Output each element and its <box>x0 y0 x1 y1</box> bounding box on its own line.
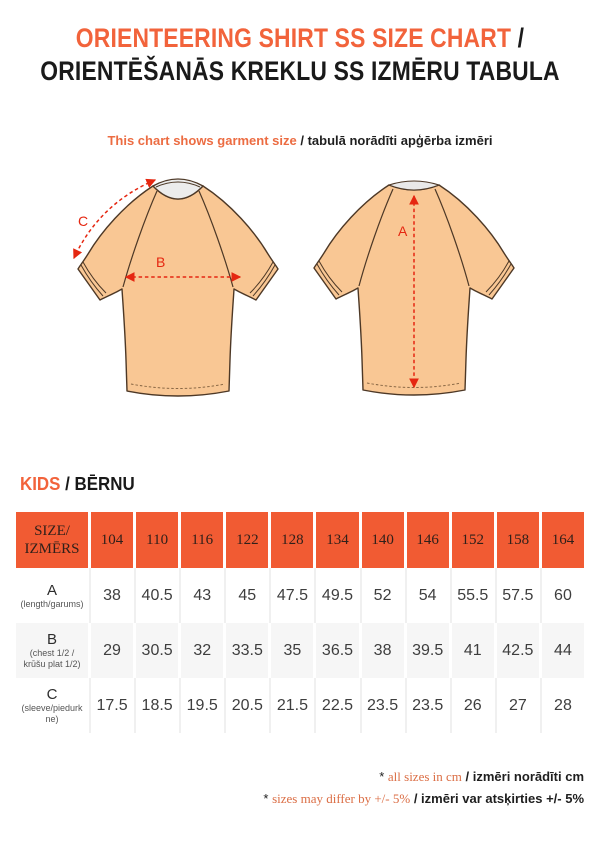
subtitle-en: This chart shows garment size <box>107 133 297 148</box>
footnote-tolerance-lv: izmēri var atsķirties +/- 5% <box>421 791 584 806</box>
table-header-size-line: SIZE/ <box>34 523 70 539</box>
value-cell: 44 <box>542 623 584 678</box>
value-cell: 17.5 <box>91 678 133 733</box>
value-cell: 28 <box>542 678 584 733</box>
row-label-cell <box>16 623 88 678</box>
value-cell: 57.5 <box>497 568 539 623</box>
value-cell: 38 <box>91 568 133 623</box>
value-cell: 32 <box>181 623 223 678</box>
table-header-cell: 146 <box>407 512 449 568</box>
value-cell: 29 <box>91 623 133 678</box>
table-header-size-line: IZMĒRS <box>24 541 80 557</box>
footnote-units-en: all sizes in cm <box>387 769 462 784</box>
row-key: C <box>46 686 58 703</box>
value-cell: 23.5 <box>362 678 404 733</box>
measure-label-a: A <box>398 223 408 239</box>
value-cell: 22.5 <box>316 678 358 733</box>
title-divider: / <box>511 22 525 54</box>
footnotes <box>263 766 584 810</box>
table-header-size-cell <box>16 512 88 568</box>
table-header-cell: 110 <box>136 512 178 568</box>
footnote-units-divider: / <box>461 769 473 784</box>
value-cell: 18.5 <box>136 678 178 733</box>
value-cell: 23.5 <box>407 678 449 733</box>
shirt-front-diagram <box>63 170 293 405</box>
footnote-units <box>263 766 584 788</box>
table-header-cell: 140 <box>362 512 404 568</box>
footnote-tolerance-divider: / <box>410 791 422 806</box>
footnote-tolerance <box>263 788 584 810</box>
value-cell: 39.5 <box>407 623 449 678</box>
page-title-line2: ORIENTĒŠANĀS KREKLU SS IZMĒRU TABULA <box>40 55 560 87</box>
value-cell: 47.5 <box>271 568 313 623</box>
row-desc: (length/garums) <box>20 598 84 609</box>
value-cell: 42.5 <box>497 623 539 678</box>
value-cell: 52 <box>362 568 404 623</box>
page-title <box>0 22 600 88</box>
table-header-cell: 104 <box>91 512 133 568</box>
table-header-cell: 128 <box>271 512 313 568</box>
row-desc: (sleeve/piedurkne) <box>21 703 83 724</box>
footnote-star: * <box>263 791 273 806</box>
value-cell: 26 <box>452 678 494 733</box>
size-table <box>16 512 584 733</box>
subtitle <box>0 133 600 148</box>
value-cell: 33.5 <box>226 623 268 678</box>
measure-label-b: B <box>156 254 166 270</box>
value-cell: 30.5 <box>136 623 178 678</box>
value-cell: 19.5 <box>181 678 223 733</box>
table-header-cell: 164 <box>542 512 584 568</box>
row-desc: (chest 1/2 / krūšu plat 1/2) <box>23 648 81 669</box>
value-cell: 43 <box>181 568 223 623</box>
row-key: A <box>46 581 57 599</box>
shirt-back-diagram <box>299 170 529 405</box>
table-header-cell: 122 <box>226 512 268 568</box>
value-cell: 45 <box>226 568 268 623</box>
table-header-cell: 116 <box>181 512 223 568</box>
shirt-front-body <box>78 186 278 396</box>
value-cell: 60 <box>542 568 584 623</box>
title-en: ORIENTEERING SHIRT SS SIZE CHART <box>75 22 512 54</box>
subtitle-divider: / <box>296 133 308 148</box>
table-header-cell: 152 <box>452 512 494 568</box>
table-header-cell: 158 <box>497 512 539 568</box>
value-cell: 54 <box>407 568 449 623</box>
footnote-units-lv: izmēri norādīti cm <box>472 769 584 784</box>
section-heading-lv: / BĒRNU <box>60 474 135 494</box>
value-cell: 41 <box>452 623 494 678</box>
table-header-cell: 134 <box>316 512 358 568</box>
value-cell: 21.5 <box>271 678 313 733</box>
value-cell: 27 <box>497 678 539 733</box>
footnote-tolerance-en: sizes may differ by +/- 5% <box>272 791 411 806</box>
page-title-line1 <box>36 22 564 56</box>
value-cell: 36.5 <box>316 623 358 678</box>
row-label-cell <box>16 678 88 733</box>
value-cell: 38 <box>362 623 404 678</box>
measure-label-c: C <box>78 213 89 229</box>
footnote-star: * <box>379 769 388 784</box>
row-label-cell <box>16 568 88 623</box>
value-cell: 49.5 <box>316 568 358 623</box>
row-key: B <box>46 631 57 648</box>
subtitle-lv: tabulā norādīti apģērba izmēri <box>307 133 493 148</box>
section-heading-kids <box>20 474 135 495</box>
value-cell: 35 <box>271 623 313 678</box>
value-cell: 20.5 <box>226 678 268 733</box>
value-cell: 40.5 <box>136 568 178 623</box>
value-cell: 55.5 <box>452 568 494 623</box>
section-heading-en: KIDS <box>20 474 61 494</box>
